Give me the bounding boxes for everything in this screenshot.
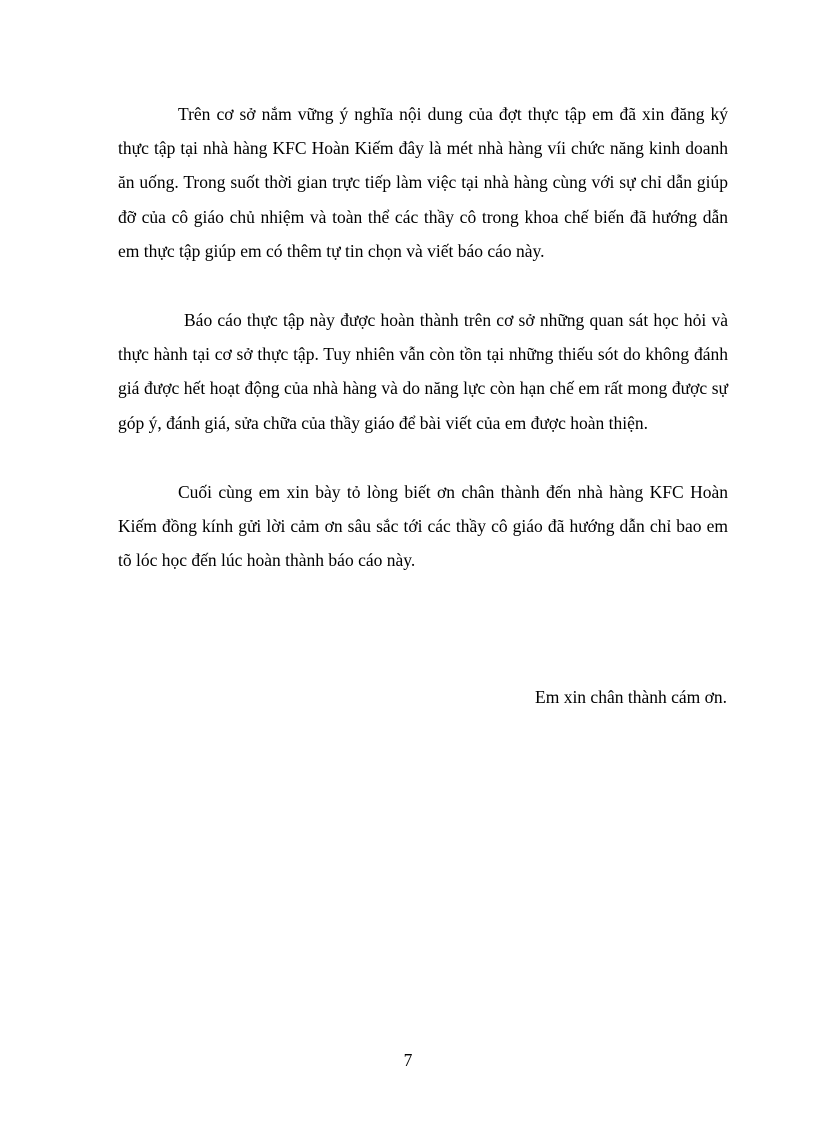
- paragraph-intro: [118, 97, 728, 268]
- paragraph-thanks: [118, 475, 728, 578]
- paragraph-intro-text: Trên cơ sở nắm vững ý nghĩa nội dung của đợt thực tập em đã xin đăng ký thực tập tại nhà hàng KFC Hoàn Kiếm đây là mét nhà hàng víi chức năng kinh doanh ăn uống. Trong suốt thời gian trực tiếp làm việc tại nhà hàng cùng với sự chỉ dẫn giúp đỡ của cô giáo chủ nhiệm và toàn thể các thầy cô trong khoa chế biến đã hướng dẫn em thực tập giúp em có thêm tự tin chọn và viết báo cáo này.: [118, 104, 728, 261]
- closing-line: Em xin chân thành cám ơn.: [535, 687, 727, 707]
- paragraph-report-text: Báo cáo thực tập này được hoàn thành trên cơ sở những quan sát học hỏi và thực hành tại cơ sở thực tập. Tuy nhiên vẫn còn tồn tại những thiếu sót do không đánh giá được hết hoạt động của nhà hàng và do năng lực còn hạn chế em rất mong được sự góp ý, đánh giá, sửa chữa của thầy giáo để bài viết của em được hoàn thiện.: [118, 310, 728, 433]
- page-number: 7: [403, 1050, 413, 1070]
- paragraph-report: [118, 303, 728, 440]
- paragraph-thanks-text: Cuối cùng em xin bày tỏ lòng biết ơn chân thành đến nhà hàng KFC Hoàn Kiếm đồng kính gửi lời cảm ơn sâu sắc tới các thầy cô giáo đã hướng dẫn chỉ bao em tõ lóc học đến lúc hoàn thành báo cáo này.: [118, 482, 728, 571]
